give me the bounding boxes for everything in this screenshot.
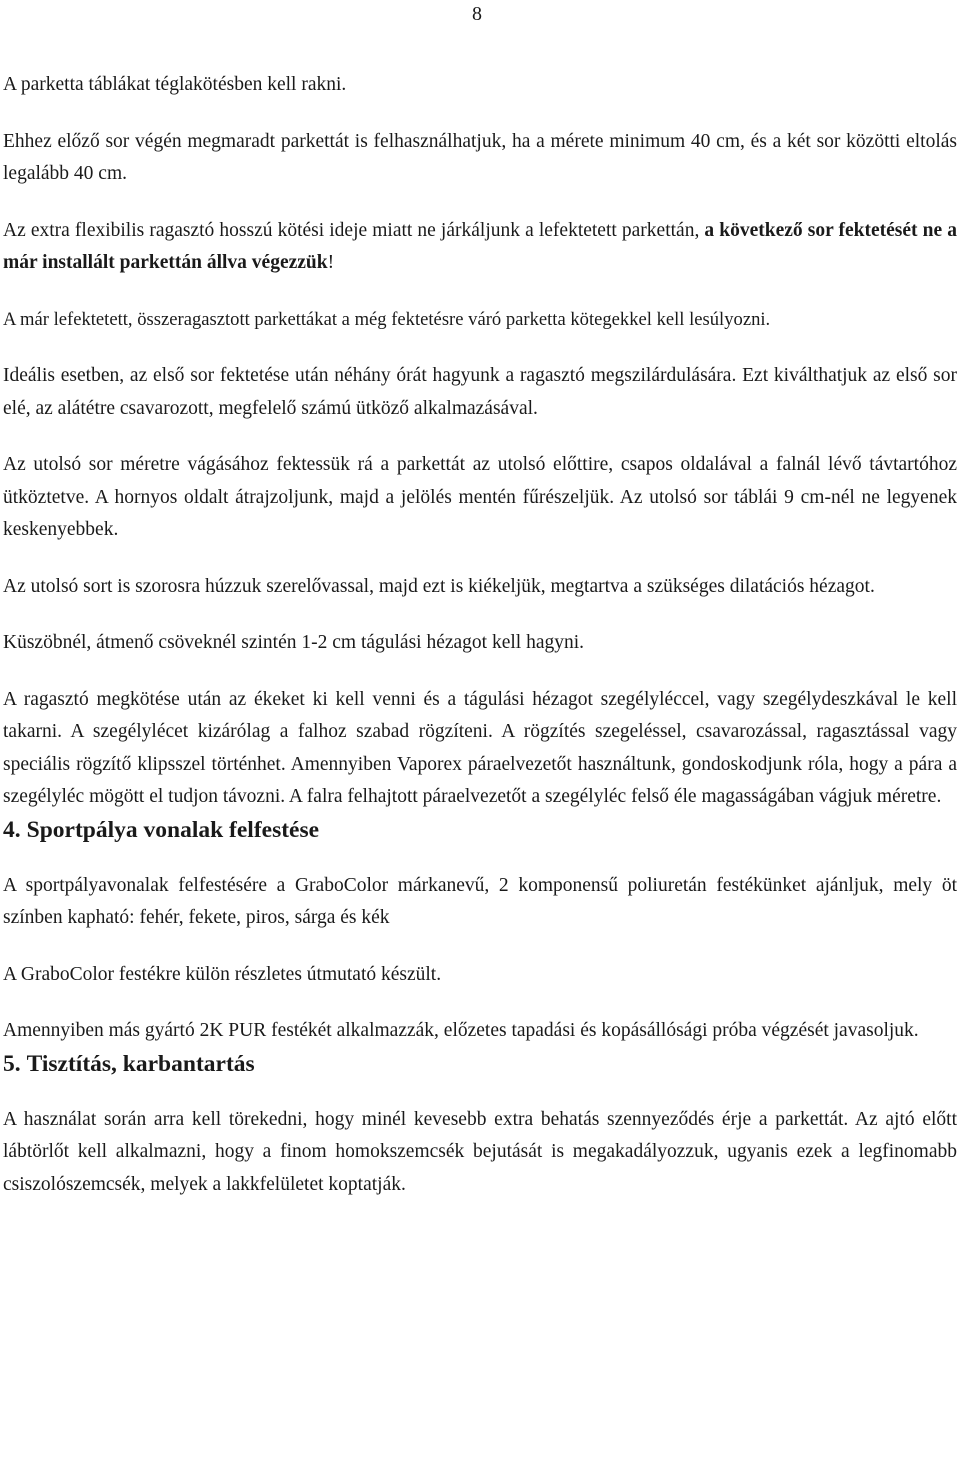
paragraph-threshold-gap: Küszöbnél, átmenő csöveknél szintén 1-2 cm tágulási hézagot kell hagyni. [3, 632, 585, 653]
paragraph-weighting: A már lefektetett, összeragasztott parkettákat a még fektetésre váró parketta kötegekkel kell lesúlyozni. [3, 308, 771, 330]
section-number: 4. [3, 816, 21, 843]
paragraph-last-row-tighten: Az utolsó sort is szorosra húzzuk szerelővassal, majd ezt is kiékeljük, megtartva a szükséges dilatációs hézagot. [3, 575, 875, 597]
adhesive-warning-text: Az extra flexibilis ragasztó hosszú kötési ideje miatt ne járkáljunk a lefektetett parkettán, [3, 219, 705, 241]
paragraph-brick-bond: A parketta táblákat téglakötésben kell rakni. [3, 74, 347, 95]
paragraph-adhesive-warning [3, 215, 957, 280]
section-number: 5. [3, 1050, 21, 1077]
paragraph-grabocolor-guide: A GraboColor festékre külön részletes útmutató készült. [3, 963, 442, 985]
paragraph-grabocolor: A sportpályavonalak felfestésére a GraboColor márkanevű, 2 komponensű poliuretán festékünket ajánljuk, mely öt színben kapható: fehér, fekete, piros, sárga és kék [3, 874, 957, 928]
section-heading-cleaning [3, 1048, 957, 1080]
paragraph-leftover-boards: Ehhez előző sor végén megmaradt parkettát is felhasználhatjuk, ha a mérete minimum 40 cm, és a két sor közötti eltolás legalább 40 cm. [3, 130, 957, 184]
section-heading-court-lines [3, 814, 957, 846]
adhesive-warning-bold: a következő sor fektetését ne a már installált parkettán állva végezzük [3, 219, 957, 273]
page-number: 8 [472, 3, 482, 25]
adhesive-warning-end: ! [327, 252, 335, 273]
page-content [3, 69, 957, 1201]
section-title: Tisztítás, karbantartás [26, 1050, 255, 1077]
section-title: Sportpálya vonalak felfestése [26, 816, 320, 843]
paragraph-skirting: A ragasztó megkötése után az ékeket ki kell venni és a tágulási hézagot szegélyléccel, vagy szegélydeszkával le kell takarni. A szegélylécet kizárólag a falhoz szabad rögzíteni. A rögzítés szegeléssel, csavarozással, ragasztással vagy speciális rögzítő klipsszel történhet. Amennyiben Vaporex páraelvezetőt használtunk, gondoskodjunk róla, hogy a pára a szegélyléc mögött el tudjon távozni. A falra felhajtott páraelvezetőt a szegélyléc felső éle magasságában vágjuk méretre. [3, 688, 957, 807]
paragraph-other-paint: Amennyiben más gyártó 2K PUR festékét alkalmazzák, előzetes tapadási és kopásállósági próba végzését javasoljuk. [3, 1020, 919, 1041]
paragraph-first-row: Ideális esetben, az első sor fektetése után néhány órát hagyunk a ragasztó megszilárdulására. Ezt kiválthatjuk az első sor elé, az alátétre csavarozott, megfelelő számú ütköző alkalmazásával. [3, 365, 957, 419]
paragraph-cleaning: A használat során arra kell törekedni, hogy minél kevesebb extra behatás szennyeződés érje a parkettát. Az ajtó előtt lábtörlőt kell alkalmazni, hogy a finom homokszemcsék bejutását is megakadályozzuk, ugyanis ezek a legfinomabb csiszolószemcsék, melyek a lakkfelületet koptatják. [3, 1108, 957, 1195]
paragraph-last-row-cut: Az utolsó sor méretre vágásához fektessük rá a parkettát az utolsó előttire, csapos oldalával a falnál lévő távtartóhoz ütköztetve. A hornyos oldalt átrajzoljunk, majd a jelölés mentén fűrészeljük. Az utolsó sor táblái 9 cm-nél ne legyenek keskenyebbek. [3, 454, 957, 540]
